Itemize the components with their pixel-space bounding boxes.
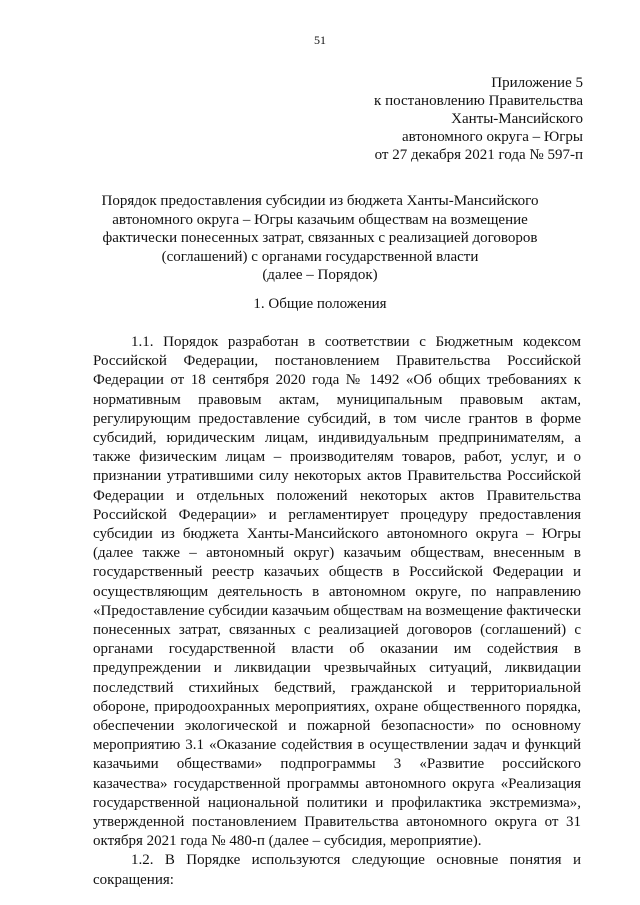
- text-line: предупреждении и ликвидации чрезвычайных ситуаций, ликвидации: [93, 660, 581, 677]
- text-line: Российской Федерации» и регламентирует процедуру предоставления: [93, 506, 581, 523]
- title-line: (соглашений) с органами государственной власти: [161, 248, 479, 265]
- text-line: 1.1. Порядок разработан в соответствии с Бюджетным кодексом: [131, 334, 581, 350]
- text-line: нормативным правовым актам, муниципальным правовым актам,: [93, 391, 581, 408]
- appendix-line: автономного округа – Югры: [401, 129, 583, 145]
- text-line: Федерации от 18 сентября 2020 года № 1492 «Об общих требованиях к: [93, 372, 581, 389]
- text-line: обороне, природоохранных мероприятиях, охране общественного порядка,: [93, 698, 581, 715]
- text-line: утвержденной постановлением Правительства автономного округа от 31: [93, 814, 581, 831]
- text-line: мероприятию 3.1 «Оказание содействия в осуществлении задач и функций: [93, 737, 581, 754]
- text-line: октября 2021 года № 480-п (далее – субсидия, мероприятие).: [93, 833, 482, 850]
- text-line: 1.2. В Порядке используются следующие основные понятия и: [131, 852, 581, 869]
- appendix-line: Ханты-Мансийского: [451, 111, 583, 127]
- text-line: Федерации и отдельных положений некоторых актов Правительства: [93, 487, 581, 504]
- title-line: (далее – Порядок): [262, 267, 378, 283]
- text-line: Российской Федерации, постановлением Правительства Российской: [93, 353, 581, 370]
- text-line: субсидии из бюджета Ханты-Мансийского автономного округа – Югры: [93, 526, 581, 543]
- text-line: государственный реестр казачьих обществ в Российской Федерации и: [93, 564, 581, 581]
- text-line: сокращения:: [93, 871, 174, 888]
- text-line: «Предоставление субсидии казачьим обществам на возмещение фактически: [93, 602, 581, 619]
- document-title: [100, 192, 540, 285]
- paragraph-1-1: [93, 333, 581, 851]
- text-line: государственной национальной политики и профилактика экстремизма»,: [93, 794, 581, 811]
- appendix-header: [374, 74, 583, 164]
- text-line: казачества» государственной программы автономного округа «Реализация: [93, 775, 581, 792]
- text-line: также физическим лицам – производителям товаров, работ, услуг, и о: [93, 449, 581, 466]
- text-line: субсидий, юридическим лицам, индивидуальным предпринимателям, а: [93, 430, 581, 447]
- text-line: регулирующим предоставление субсидий, в том числе грантов в форме: [93, 410, 581, 427]
- title-line: Порядок предоставления субсидии из бюджета Ханты-Мансийского: [101, 193, 539, 209]
- text-line: последствий стихийных бедствий, гражданской и территориальной: [93, 679, 581, 696]
- text-line: обеспечении экологической и пожарной безопасности» по основному: [93, 718, 581, 735]
- appendix-line: Приложение 5: [491, 75, 583, 91]
- title-line: автономного округа – Югры казачьим обществам на возмещение: [112, 211, 528, 228]
- text-line: казачьими обществами» подпрограммы 3 «Развитие российского: [93, 756, 581, 773]
- text-line: органами государственной власти об оказании им содействия в: [93, 641, 581, 658]
- text-line: понесенных затрат, связанных с реализацией договоров (соглашений) с: [93, 622, 581, 639]
- title-line: фактически понесенных затрат, связанных с реализацией договоров: [102, 230, 538, 246]
- body-text: [93, 333, 581, 890]
- appendix-line: от 27 декабря 2021 года № 597-п: [374, 147, 583, 163]
- page-number: 51: [314, 33, 326, 47]
- text-line: признании утратившими силу некоторых актов Правительства Российской: [93, 468, 581, 485]
- appendix-line: к постановлению Правительства: [374, 93, 583, 109]
- text-line: осуществляющим деятельность в автономном округе, по направлению: [93, 583, 581, 600]
- paragraph-1-2: [93, 851, 581, 889]
- text-line: (далее также – автономный округ) казачьим обществам, внесенным в: [93, 545, 581, 562]
- section-heading: 1. Общие положения: [253, 296, 387, 312]
